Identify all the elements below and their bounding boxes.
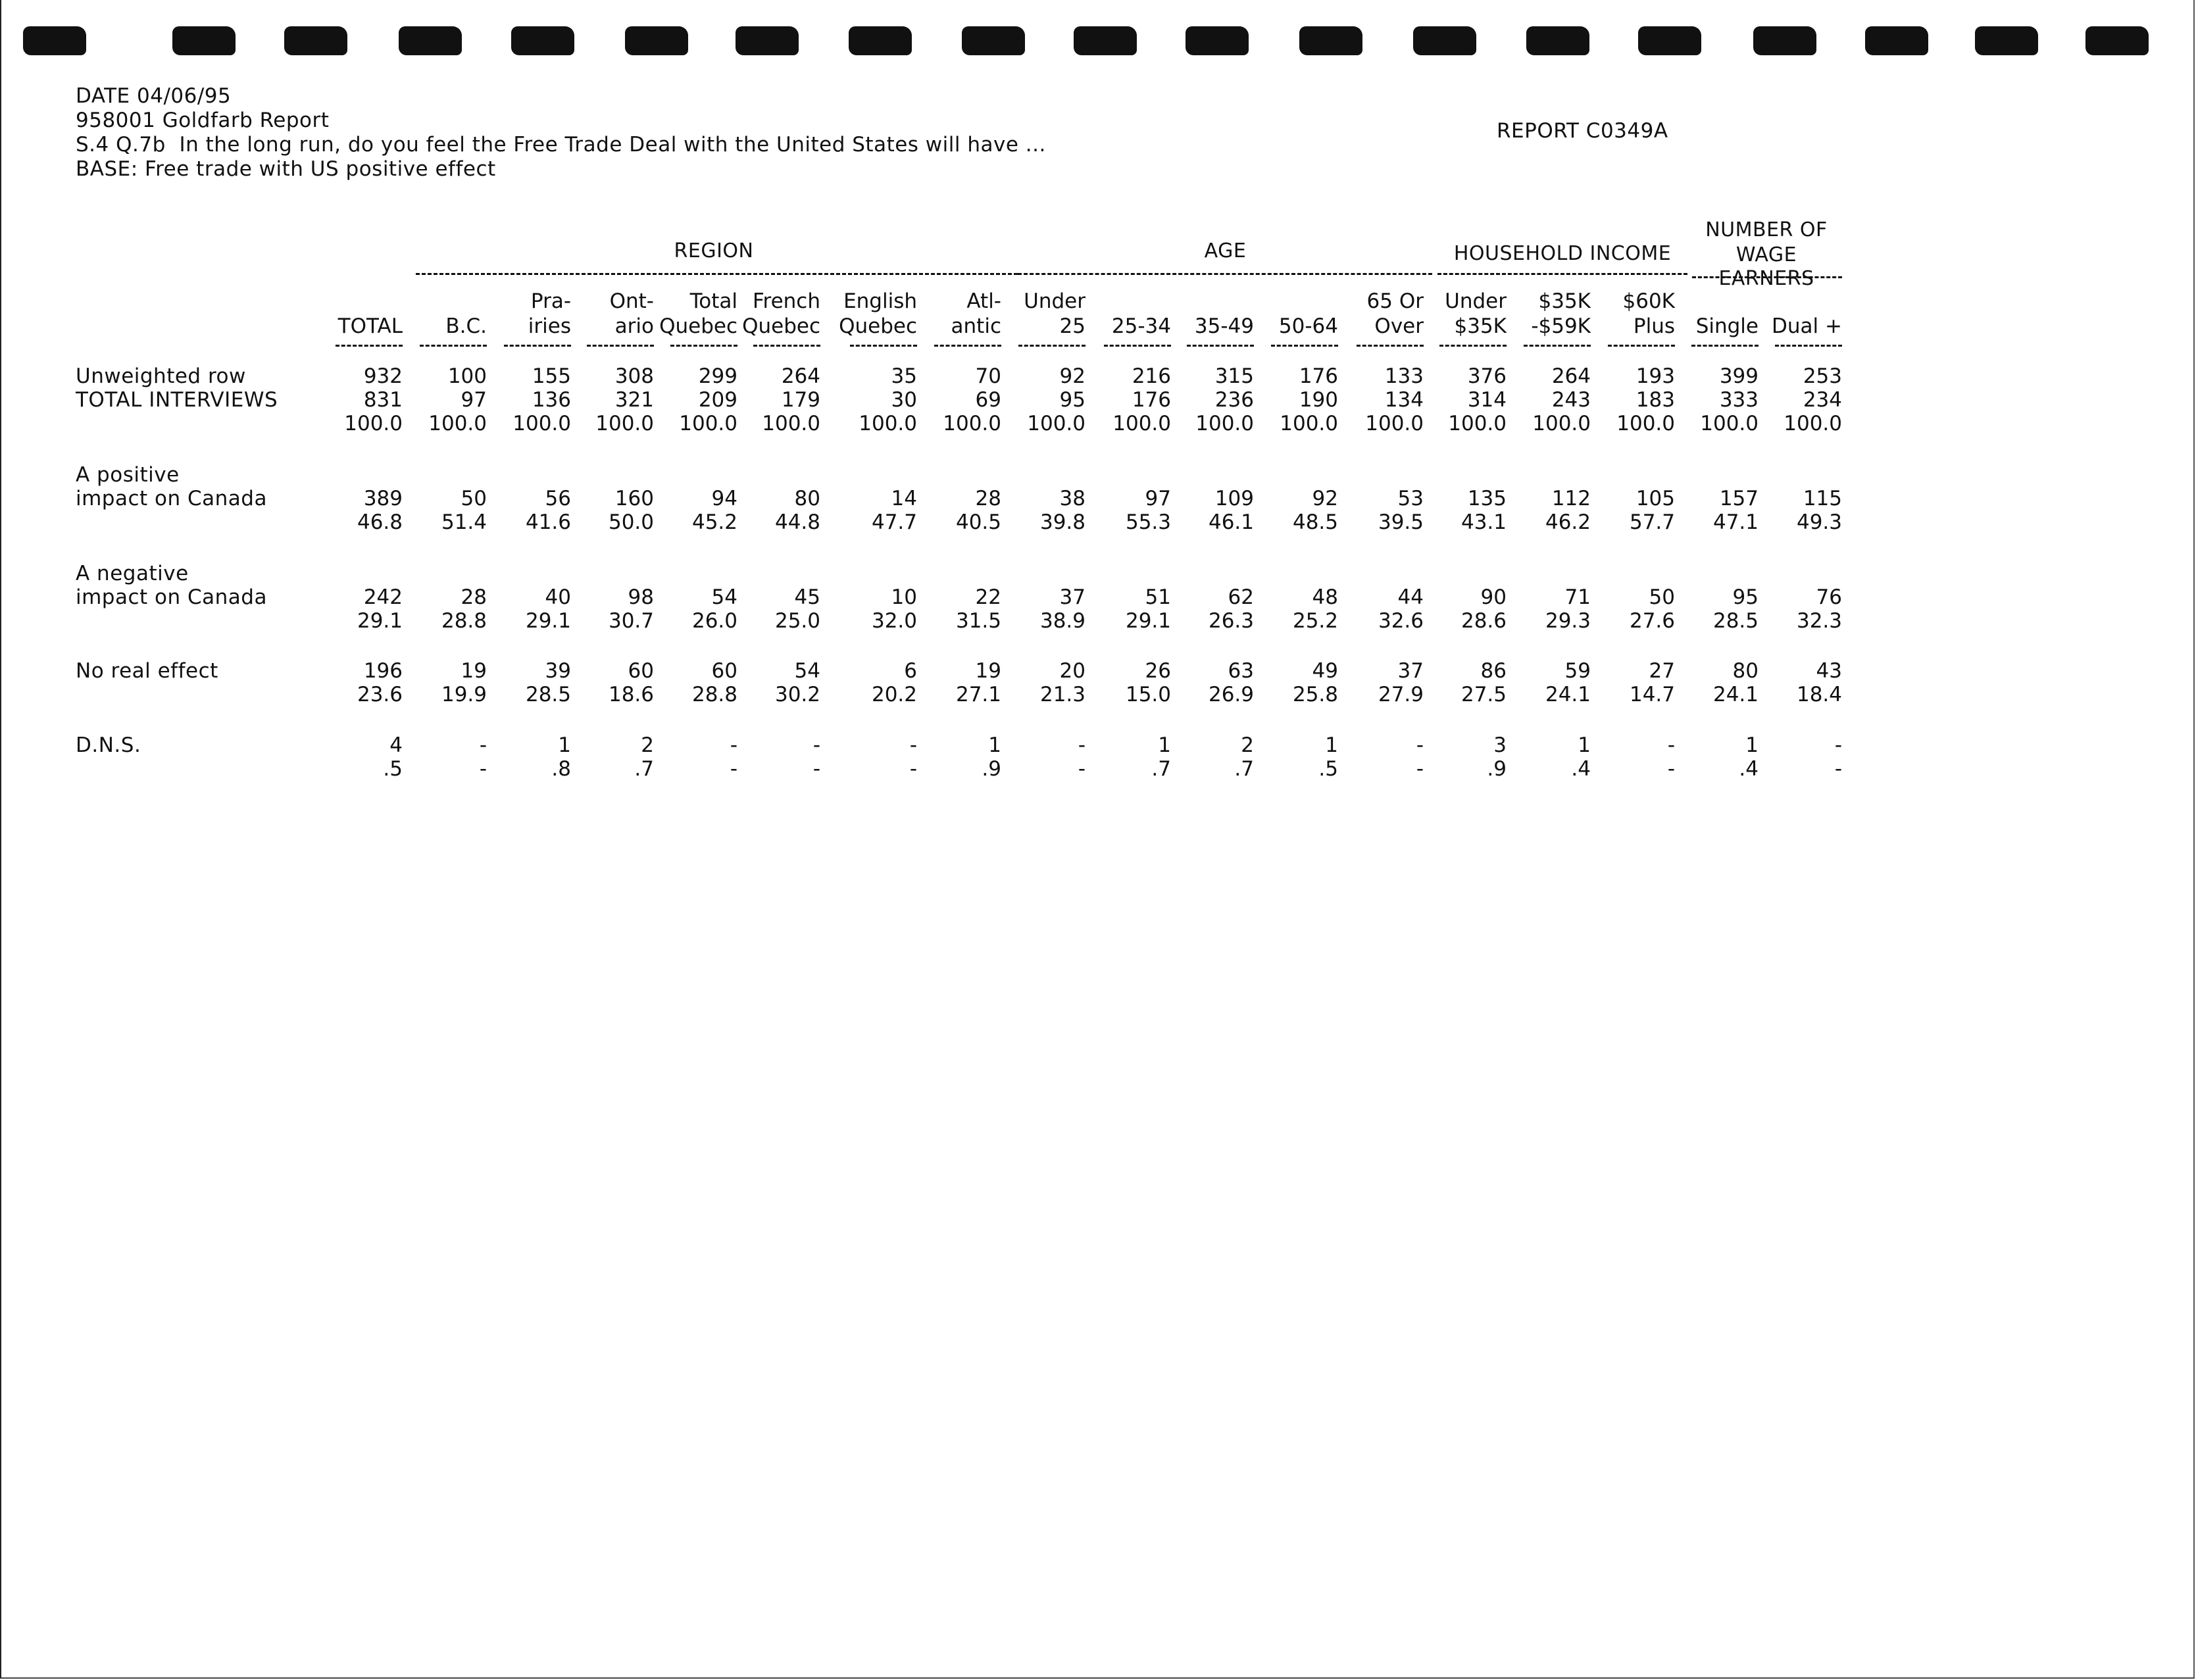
table-cell: 26.3 xyxy=(1208,609,1254,633)
table-cell: 37 xyxy=(1059,585,1086,609)
column-underline xyxy=(1691,345,1759,347)
table-cell: .7 xyxy=(634,757,654,781)
table-cell: 4 xyxy=(389,733,403,757)
column-underline xyxy=(1524,345,1591,347)
table-cell: 19 xyxy=(975,659,1001,683)
table-cell: 35 xyxy=(891,364,917,388)
table-cell: - xyxy=(1667,733,1675,757)
table-cell: 90 xyxy=(1480,585,1507,609)
table-cell: 27.9 xyxy=(1378,683,1424,706)
table-cell: 86 xyxy=(1480,659,1507,683)
table-cell: 30.7 xyxy=(608,609,654,633)
table-cell: 63 xyxy=(1228,659,1254,683)
table-cell: 100.0 xyxy=(1532,412,1591,435)
table-cell: 14.7 xyxy=(1629,683,1675,706)
table-cell: 6 xyxy=(904,659,917,683)
column-header-line2: Plus xyxy=(1633,314,1675,338)
table-cell: .4 xyxy=(1739,757,1759,781)
table-cell: 1 xyxy=(988,733,1001,757)
table-cell: 321 xyxy=(614,388,654,412)
table-cell: 45.2 xyxy=(691,510,737,534)
table-cell: 28.5 xyxy=(525,683,571,706)
table-cell: .7 xyxy=(1151,757,1171,781)
table-cell: 92 xyxy=(1312,487,1338,510)
report-name: 958001 Goldfarb Report xyxy=(76,109,330,132)
table-cell: 135 xyxy=(1467,487,1507,510)
table-cell: .5 xyxy=(1318,757,1338,781)
row-label: No real effect xyxy=(76,659,218,683)
column-underline xyxy=(1187,345,1254,347)
column-header-line2: antic xyxy=(951,314,1001,338)
tractor-feed-holes xyxy=(0,26,2196,66)
feed-hole xyxy=(511,26,574,55)
column-header-line2: 25 xyxy=(1059,314,1086,338)
column-header-line2: B.C. xyxy=(445,314,487,338)
table-cell: 209 xyxy=(698,388,737,412)
table-cell: 100.0 xyxy=(859,412,917,435)
table-cell: 95 xyxy=(1059,388,1086,412)
column-underline xyxy=(504,345,571,347)
column-header-line2: Over xyxy=(1374,314,1424,338)
table-cell: .4 xyxy=(1571,757,1591,781)
table-cell: 44.8 xyxy=(774,510,820,534)
table-cell: 242 xyxy=(363,585,403,609)
table-cell: 92 xyxy=(1059,364,1086,388)
feed-hole xyxy=(23,26,86,55)
column-header-line2: TOTAL xyxy=(337,314,403,338)
table-cell: - xyxy=(909,733,917,757)
table-cell: 59 xyxy=(1564,659,1591,683)
table-cell: 55.3 xyxy=(1125,510,1171,534)
feed-hole xyxy=(1413,26,1476,55)
table-cell: 39.8 xyxy=(1039,510,1086,534)
table-cell: 27 xyxy=(1649,659,1675,683)
table-cell: 100.0 xyxy=(1112,412,1171,435)
table-cell: 109 xyxy=(1214,487,1254,510)
column-header-line2: 25-34 xyxy=(1111,314,1171,338)
report-date: DATE 04/06/95 xyxy=(76,84,232,108)
column-header-line2: -$59K xyxy=(1531,314,1591,338)
table-cell: - xyxy=(479,757,487,781)
table-cell: 41.6 xyxy=(525,510,571,534)
table-cell: 32.3 xyxy=(1796,609,1842,633)
table-cell: 160 xyxy=(614,487,654,510)
column-header-line1: Total xyxy=(689,289,737,313)
feed-hole xyxy=(625,26,688,55)
column-underline xyxy=(420,345,487,347)
column-header-line1: 65 Or xyxy=(1366,289,1424,313)
table-cell: 46.1 xyxy=(1208,510,1254,534)
table-cell: 193 xyxy=(1635,364,1675,388)
table-cell: 299 xyxy=(698,364,737,388)
table-cell: 30.2 xyxy=(774,683,820,706)
table-cell: 32.0 xyxy=(871,609,917,633)
column-underline xyxy=(670,345,737,347)
table-cell: 53 xyxy=(1397,487,1424,510)
table-cell: 21.3 xyxy=(1039,683,1086,706)
feed-hole xyxy=(1865,26,1928,55)
table-cell: 27.1 xyxy=(955,683,1001,706)
column-header-line2: 50-64 xyxy=(1278,314,1338,338)
table-cell: 100.0 xyxy=(1700,412,1759,435)
table-cell: - xyxy=(1834,757,1842,781)
table-cell: 39.5 xyxy=(1378,510,1424,534)
column-underline xyxy=(587,345,654,347)
column-header-line1: French xyxy=(752,289,820,313)
table-cell: 376 xyxy=(1467,364,1507,388)
table-cell: 26.0 xyxy=(691,609,737,633)
table-cell: 51.4 xyxy=(441,510,487,534)
column-header-line2: iries xyxy=(528,314,571,338)
table-cell: 30 xyxy=(891,388,917,412)
table-cell: 19.9 xyxy=(441,683,487,706)
feed-hole xyxy=(1074,26,1137,55)
column-header-line2: Quebec xyxy=(839,314,917,338)
table-cell: - xyxy=(1078,757,1086,781)
table-cell: 40.5 xyxy=(955,510,1001,534)
group-header-wage-line2: WAGE EARNERS xyxy=(1718,243,1814,290)
row-label: TOTAL INTERVIEWS xyxy=(76,388,278,412)
region-rule xyxy=(416,273,1018,275)
table-cell: 183 xyxy=(1635,388,1675,412)
table-cell: 38.9 xyxy=(1039,609,1086,633)
income-rule xyxy=(1437,273,1687,275)
table-cell: 28.8 xyxy=(691,683,737,706)
table-cell: 56 xyxy=(545,487,571,510)
row-label: A positive xyxy=(76,463,180,487)
table-cell: 264 xyxy=(781,364,820,388)
table-cell: 100 xyxy=(447,364,487,388)
table-cell: 136 xyxy=(532,388,571,412)
table-cell: 155 xyxy=(532,364,571,388)
column-underline xyxy=(1439,345,1507,347)
table-cell: 28 xyxy=(975,487,1001,510)
table-cell: 37 xyxy=(1397,659,1424,683)
group-header-region: REGION xyxy=(674,239,754,262)
table-cell: 100.0 xyxy=(762,412,820,435)
table-cell: 10 xyxy=(891,585,917,609)
group-header-wage-line1: NUMBER OF xyxy=(1705,218,1828,241)
table-cell: 47.7 xyxy=(871,510,917,534)
column-underline xyxy=(753,345,820,347)
table-cell: 100.0 xyxy=(595,412,654,435)
table-cell: - xyxy=(1078,733,1086,757)
table-cell: 57.7 xyxy=(1629,510,1675,534)
row-label: Unweighted row xyxy=(76,364,246,388)
wage-rule xyxy=(1692,276,1842,278)
column-underline xyxy=(1357,345,1424,347)
table-cell: 49 xyxy=(1312,659,1338,683)
table-cell: - xyxy=(812,757,820,781)
table-cell: 45 xyxy=(794,585,820,609)
table-cell: 389 xyxy=(363,487,403,510)
feed-hole xyxy=(1526,26,1589,55)
table-cell: 27.6 xyxy=(1629,609,1675,633)
base-text: BASE: Free trade with US positive effect xyxy=(76,157,496,181)
column-underline xyxy=(1018,345,1086,347)
table-cell: 157 xyxy=(1719,487,1759,510)
feed-hole xyxy=(736,26,799,55)
table-cell: 134 xyxy=(1384,388,1424,412)
table-cell: 100.0 xyxy=(1027,412,1086,435)
table-cell: 46.8 xyxy=(357,510,403,534)
table-cell: 1 xyxy=(1325,733,1338,757)
table-cell: 100.0 xyxy=(1784,412,1842,435)
table-cell: 97 xyxy=(1145,487,1171,510)
table-cell: 48.5 xyxy=(1292,510,1338,534)
table-cell: .9 xyxy=(1487,757,1507,781)
table-cell: 62 xyxy=(1228,585,1254,609)
table-cell: 3 xyxy=(1493,733,1507,757)
table-cell: 18.4 xyxy=(1796,683,1842,706)
table-cell: - xyxy=(1667,757,1675,781)
table-cell: 80 xyxy=(794,487,820,510)
report-id: REPORT C0349A xyxy=(1497,119,1668,143)
table-cell: - xyxy=(479,733,487,757)
report-header xyxy=(76,84,1046,182)
table-cell: 28 xyxy=(461,585,487,609)
table-cell: 314 xyxy=(1467,388,1507,412)
table-cell: 100.0 xyxy=(428,412,487,435)
table-cell: 95 xyxy=(1732,585,1759,609)
table-cell: 24.1 xyxy=(1545,683,1591,706)
column-header-line1: English xyxy=(843,289,917,313)
table-cell: 100.0 xyxy=(1365,412,1424,435)
table-cell: 253 xyxy=(1803,364,1842,388)
table-cell: 23.6 xyxy=(357,683,403,706)
column-underline xyxy=(1775,345,1842,347)
table-cell: 80 xyxy=(1732,659,1759,683)
table-cell: .5 xyxy=(383,757,403,781)
table-cell: 831 xyxy=(363,388,403,412)
table-cell: 60 xyxy=(628,659,654,683)
table-cell: 100.0 xyxy=(1280,412,1338,435)
table-cell: 1 xyxy=(558,733,571,757)
table-cell: 100.0 xyxy=(1616,412,1675,435)
column-header-line2: Single xyxy=(1695,314,1759,338)
column-underline xyxy=(336,345,403,347)
table-cell: 100.0 xyxy=(344,412,403,435)
table-cell: 48 xyxy=(1312,585,1338,609)
column-header-line2: 35-49 xyxy=(1194,314,1254,338)
table-cell: 264 xyxy=(1551,364,1591,388)
table-cell: 26.9 xyxy=(1208,683,1254,706)
table-cell: 308 xyxy=(614,364,654,388)
table-cell: 236 xyxy=(1214,388,1254,412)
table-cell: 115 xyxy=(1803,487,1842,510)
column-header-line1: Atl- xyxy=(966,289,1001,313)
column-header-line2: Dual + xyxy=(1772,314,1842,338)
table-cell: 190 xyxy=(1299,388,1338,412)
table-cell: - xyxy=(730,733,737,757)
column-header-line1: $60K xyxy=(1622,289,1675,313)
feed-hole xyxy=(849,26,912,55)
column-header-line1: Ont- xyxy=(609,289,654,313)
table-cell: - xyxy=(730,757,737,781)
table-cell: 50 xyxy=(1649,585,1675,609)
row-label: D.N.S. xyxy=(76,733,141,757)
column-header-line2: Quebec xyxy=(659,314,737,338)
table-cell: 20.2 xyxy=(871,683,917,706)
table-cell: 31.5 xyxy=(955,609,1001,633)
age-rule xyxy=(1018,273,1432,275)
table-cell: 25.8 xyxy=(1292,683,1338,706)
column-underline xyxy=(850,345,917,347)
table-cell: 69 xyxy=(975,388,1001,412)
table-cell: 40 xyxy=(545,585,571,609)
table-cell: 49.3 xyxy=(1796,510,1842,534)
feed-hole xyxy=(1753,26,1816,55)
table-cell: 1 xyxy=(1158,733,1171,757)
table-cell: 2 xyxy=(1241,733,1254,757)
table-cell: 29.1 xyxy=(357,609,403,633)
table-cell: 97 xyxy=(461,388,487,412)
table-cell: 14 xyxy=(891,487,917,510)
column-underline xyxy=(1104,345,1171,347)
feed-hole xyxy=(1299,26,1362,55)
table-cell: 234 xyxy=(1803,388,1842,412)
table-cell: 133 xyxy=(1384,364,1424,388)
table-cell: 19 xyxy=(461,659,487,683)
table-cell: - xyxy=(1416,757,1424,781)
feed-hole xyxy=(1185,26,1249,55)
feed-hole xyxy=(399,26,462,55)
table-cell: 44 xyxy=(1397,585,1424,609)
row-label: impact on Canada xyxy=(76,585,267,609)
question-text: S.4 Q.7b In the long run, do you feel the Free Trade Deal with the United States will have ... xyxy=(76,133,1046,157)
group-header-age: AGE xyxy=(1204,239,1247,262)
table-cell: 28.6 xyxy=(1460,609,1507,633)
table-cell: .8 xyxy=(551,757,571,781)
table-cell: 70 xyxy=(975,364,1001,388)
table-cell: 60 xyxy=(711,659,737,683)
table-cell: 28.8 xyxy=(441,609,487,633)
table-cell: 196 xyxy=(363,659,403,683)
column-header-line2: ario xyxy=(614,314,654,338)
table-cell: 43 xyxy=(1816,659,1842,683)
table-cell: - xyxy=(1416,733,1424,757)
table-cell: 94 xyxy=(711,487,737,510)
row-label: impact on Canada xyxy=(76,487,267,510)
column-header-line2: $35K xyxy=(1454,314,1507,338)
table-cell: 22 xyxy=(975,585,1001,609)
table-cell: 50.0 xyxy=(608,510,654,534)
table-cell: 54 xyxy=(794,659,820,683)
table-cell: 32.6 xyxy=(1378,609,1424,633)
table-cell: 100.0 xyxy=(1448,412,1507,435)
table-cell: 43.1 xyxy=(1460,510,1507,534)
table-cell: 29.1 xyxy=(1125,609,1171,633)
table-cell: 399 xyxy=(1719,364,1759,388)
row-label: A negative xyxy=(76,562,189,585)
column-header-line1: Under xyxy=(1024,289,1086,313)
feed-hole xyxy=(172,26,236,55)
table-cell: - xyxy=(1834,733,1842,757)
table-cell: 112 xyxy=(1551,487,1591,510)
table-cell: - xyxy=(812,733,820,757)
table-cell: 25.0 xyxy=(774,609,820,633)
table-cell: 100.0 xyxy=(512,412,571,435)
column-underline xyxy=(1271,345,1338,347)
table-cell: 15.0 xyxy=(1125,683,1171,706)
table-cell: 100.0 xyxy=(1195,412,1254,435)
feed-hole xyxy=(284,26,347,55)
table-cell: 176 xyxy=(1132,388,1171,412)
column-underline xyxy=(934,345,1001,347)
feed-hole xyxy=(1638,26,1701,55)
table-cell: 176 xyxy=(1299,364,1338,388)
table-cell: .7 xyxy=(1234,757,1254,781)
table-cell: 1 xyxy=(1745,733,1759,757)
table-cell: 315 xyxy=(1214,364,1254,388)
column-header-line1: Pra- xyxy=(530,289,571,313)
column-underline xyxy=(1608,345,1675,347)
table-cell: 54 xyxy=(711,585,737,609)
table-cell: .9 xyxy=(982,757,1001,781)
feed-hole xyxy=(962,26,1025,55)
table-cell: 1 xyxy=(1578,733,1591,757)
table-cell: 179 xyxy=(781,388,820,412)
table-cell: 29.1 xyxy=(525,609,571,633)
table-cell: 216 xyxy=(1132,364,1171,388)
table-cell: 39 xyxy=(545,659,571,683)
table-cell: 100.0 xyxy=(943,412,1001,435)
table-cell: 27.5 xyxy=(1460,683,1507,706)
table-cell: 51 xyxy=(1145,585,1171,609)
table-cell: 100.0 xyxy=(679,412,737,435)
column-header-line1: $35K xyxy=(1538,289,1591,313)
table-cell: 25.2 xyxy=(1292,609,1338,633)
table-cell: 26 xyxy=(1145,659,1171,683)
table-cell: 71 xyxy=(1564,585,1591,609)
table-cell: - xyxy=(909,757,917,781)
feed-hole xyxy=(2085,26,2149,55)
table-cell: 20 xyxy=(1059,659,1086,683)
table-cell: 243 xyxy=(1551,388,1591,412)
table-cell: 105 xyxy=(1635,487,1675,510)
table-cell: 29.3 xyxy=(1545,609,1591,633)
table-cell: 50 xyxy=(461,487,487,510)
table-cell: 333 xyxy=(1719,388,1759,412)
table-cell: 46.2 xyxy=(1545,510,1591,534)
table-cell: 2 xyxy=(641,733,654,757)
column-header-line2: Quebec xyxy=(742,314,820,338)
table-cell: 24.1 xyxy=(1712,683,1759,706)
table-cell: 38 xyxy=(1059,487,1086,510)
table-cell: 98 xyxy=(628,585,654,609)
table-cell: 76 xyxy=(1816,585,1842,609)
column-header-line1: Under xyxy=(1445,289,1507,313)
group-header-income: HOUSEHOLD INCOME xyxy=(1453,242,1672,265)
table-cell: 932 xyxy=(363,364,403,388)
table-cell: 18.6 xyxy=(608,683,654,706)
table-cell: 47.1 xyxy=(1712,510,1759,534)
feed-hole xyxy=(1975,26,2038,55)
table-cell: 28.5 xyxy=(1712,609,1759,633)
